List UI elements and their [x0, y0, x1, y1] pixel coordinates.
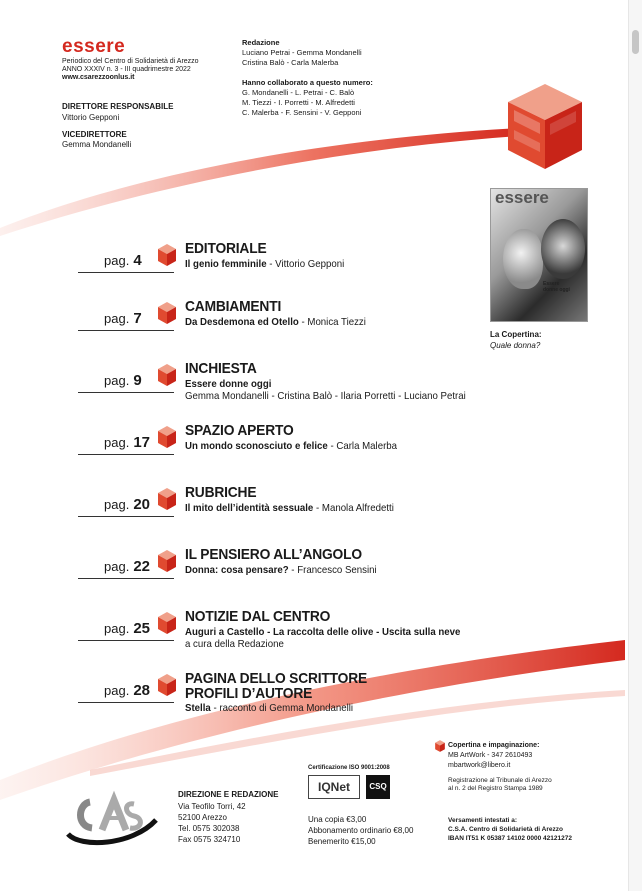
direzione-label: DIREZIONE E REDAZIONE [178, 790, 279, 799]
versamenti-label: Versamenti intestati a: [448, 817, 517, 824]
redazione-line2: Cristina Balò - Carla Malerba [242, 58, 339, 67]
toc-page-number: pag. 25 [104, 620, 150, 637]
toc-title-line2: PROFILI D’AUTORE [185, 685, 313, 702]
iqnet-badge: IQNet [308, 775, 360, 799]
cover-mini-logo: essere [495, 188, 549, 207]
scrollbar-thumb[interactable] [632, 30, 639, 54]
toc-subtitle: Il mito dell’identità sessuale - Manola Alfredetti [185, 502, 394, 514]
toc-page-number: pag. 22 [104, 558, 150, 575]
toc-underline [78, 330, 174, 331]
toc-subtitle: Essere donne oggi [185, 378, 272, 390]
redazione-line1: Luciano Petrai - Gemma Mondanelli [242, 48, 362, 57]
toc-subtitle: Donna: cosa pensare? - Francesco Sensini [185, 564, 377, 576]
toc-page-number: pag. 7 [104, 310, 142, 327]
toc-underline [78, 454, 174, 455]
toc-entry[interactable] [0, 670, 560, 720]
toc-underline [78, 272, 174, 273]
price-copy: Una copia €3,00 [308, 815, 367, 824]
cube-logo-icon [500, 74, 590, 174]
small-cube-icon [434, 739, 446, 753]
csq-badge: CSQ [366, 775, 390, 799]
toc-cube-icon [156, 486, 178, 512]
collab-line3: C. Malerba - F. Sensini - V. Gepponi [242, 108, 362, 117]
toc-underline [78, 640, 174, 641]
toc-title: INCHIESTA [185, 360, 257, 377]
toc-cube-icon [156, 300, 178, 326]
toc-page-number: pag. 28 [104, 682, 150, 699]
cover-label: La Copertina: [490, 330, 542, 339]
toc-extra: a cura della Redazione [185, 638, 284, 650]
cert-label: Certificazione ISO 9001:2008 [308, 765, 390, 771]
collab-line1: G. Mondanelli - L. Petrai - C. Balò [242, 88, 355, 97]
collab-line2: M. Tiezzi - I. Porretti - M. Alfredetti [242, 98, 355, 107]
vice-director-name: Gemma Mondanelli [62, 140, 132, 149]
magazine-logo: essere [62, 36, 126, 57]
masthead-line1: Periodico del Centro di Solidarietà di Arezzo [62, 58, 199, 65]
toc-cube-icon [156, 424, 178, 450]
toc-title: RUBRICHE [185, 484, 257, 501]
toc-entry[interactable] [0, 608, 560, 658]
toc-title: EDITORIALE [185, 240, 267, 257]
toc-entry[interactable] [0, 422, 560, 472]
toc-underline [78, 516, 174, 517]
toc-subtitle: Stella - racconto di Gemma Mondanelli [185, 702, 354, 714]
fax: Fax 0575 324710 [178, 835, 241, 844]
toc-title: SPAZIO APERTO [185, 422, 294, 439]
toc-cube-icon [156, 548, 178, 574]
toc-cube-icon [156, 242, 178, 268]
toc-entry[interactable] [0, 546, 560, 596]
toc-page-number: pag. 9 [104, 372, 142, 389]
director-label: DIRETTORE RESPONSABILE [62, 102, 174, 111]
phone: Tel. 0575 302038 [178, 824, 240, 833]
toc-subtitle: Da Desdemona ed Otello - Monica Tiezzi [185, 316, 366, 328]
toc-cube-icon [156, 362, 178, 388]
registration-line2: al n. 2 del Registro Stampa 1989 [448, 785, 543, 792]
toc-entry[interactable] [0, 240, 560, 290]
csa-logo-icon [62, 790, 160, 850]
toc-entry[interactable] [0, 484, 560, 534]
toc-page-number: pag. 4 [104, 252, 142, 269]
masthead-line2: ANNO XXXIV n. 3 - III quadrimestre 2022 [62, 66, 191, 73]
versamenti-line1: C.S.A. Centro di Solidarietà di Arezzo [448, 826, 563, 833]
toc-underline [78, 392, 174, 393]
toc-subtitle: Un mondo sconosciuto e felice - Carla Malerba [185, 440, 398, 452]
cover-caption: Quale donna? [490, 341, 541, 350]
address-line1: Via Teofilo Torri, 42 [178, 802, 246, 811]
toc-title: NOTIZIE DAL CENTRO [185, 608, 331, 625]
copertina-credit-label: Copertina e impaginazione: [448, 742, 540, 749]
toc-page-number: pag. 20 [104, 496, 150, 513]
toc-extra: Gemma Mondanelli - Cristina Balò - Ilaria Porretti - Luciano Petrai [185, 390, 466, 402]
toc-title: IL PENSIERO ALL’ANGOLO [185, 546, 362, 563]
scrollbar[interactable] [628, 0, 642, 891]
website-link[interactable]: www.csarezzoonlus.it [62, 74, 135, 81]
redazione-label: Redazione [242, 38, 280, 47]
copertina-credit-phone: MB ArtWork - 347 2610493 [448, 752, 533, 759]
toc-page-number: pag. 17 [104, 434, 150, 451]
registration-line1: Registrazione al Tribunale di Arezzo [448, 777, 552, 784]
address-line2: 52100 Arezzo [178, 813, 227, 822]
iban: IBAN IT51 K 05387 14102 0000 42121272 [448, 835, 572, 842]
cover-mini-text: Essere donne oggi [543, 281, 570, 293]
toc-entry[interactable] [0, 360, 560, 410]
toc-cube-icon [156, 610, 178, 636]
toc-underline [78, 578, 174, 579]
price-benemerito: Benemerito €15,00 [308, 837, 376, 846]
toc-subtitle: Auguri a Castello - La raccolta delle olive - Uscita sulla neve [185, 626, 461, 638]
toc-cube-icon [156, 672, 178, 698]
toc-title: PAGINA DELLO SCRITTORE [185, 670, 368, 687]
toc-title: CAMBIAMENTI [185, 298, 282, 315]
vice-director-label: VICEDIRETTORE [62, 130, 127, 139]
price-subscription: Abbonamento ordinario €8,00 [308, 826, 414, 835]
toc-underline [78, 702, 174, 703]
director-name: Vittorio Gepponi [62, 113, 120, 122]
collab-label: Hanno collaborato a questo numero: [242, 78, 373, 87]
copertina-credit-email[interactable]: mbartwork@libero.it [448, 762, 511, 769]
toc-subtitle: Il genio femminile - Vittorio Gepponi [185, 258, 345, 270]
toc-entry[interactable] [0, 298, 560, 348]
